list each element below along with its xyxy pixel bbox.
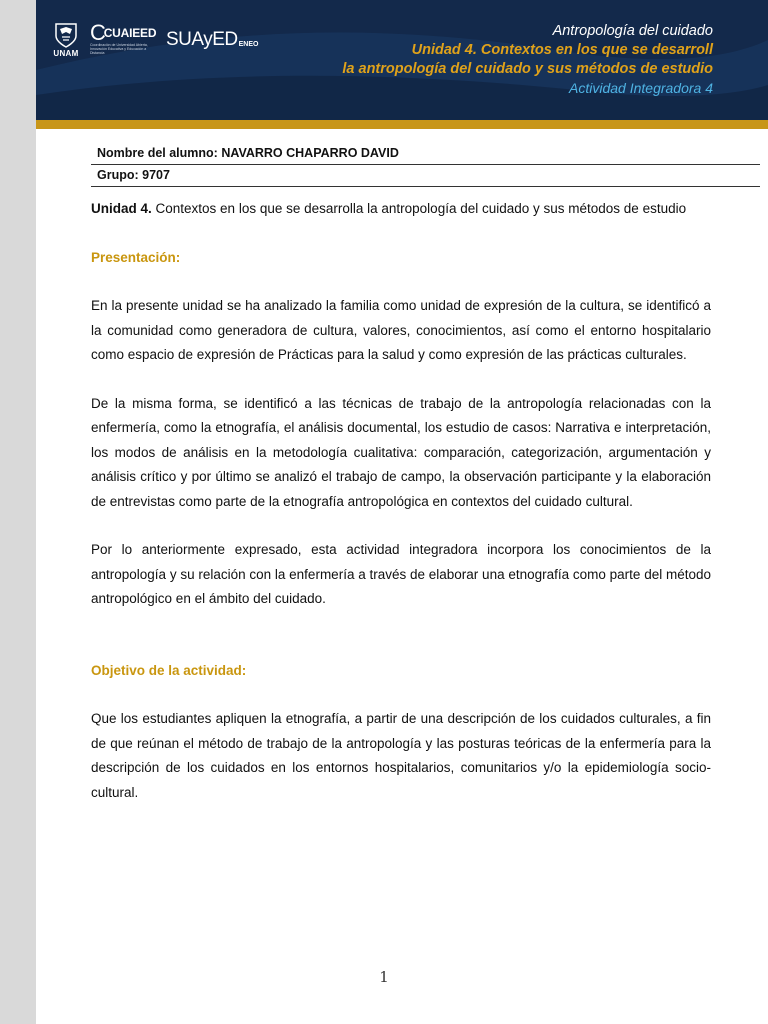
unit-label: Unidad 4. [91, 201, 152, 216]
student-group: Grupo: 9707 [91, 165, 760, 187]
header-logos [52, 18, 258, 62]
document-page [36, 0, 768, 1024]
cuaieed-logo-subtitle: Coordinación de Universidad Abierta, Innovación Educativa y Educación a Distancia [90, 43, 148, 55]
course-title: Antropología del cuidado [552, 23, 713, 39]
unit-description: Contextos en los que se desarrolla la antropología del cuidado y sus métodos de estudio [151, 201, 687, 216]
unam-logo-text: UNAM [53, 49, 79, 58]
unam-logo [52, 22, 80, 58]
cuaieed-logo-text: CUAIEED [103, 26, 157, 40]
unit-heading [91, 197, 711, 222]
unit-title-line-1: Unidad 4. Contextos en los que se desarroll [411, 42, 713, 58]
student-name: Nombre del alumno: NAVARRO CHAPARRO DAVID [91, 143, 760, 165]
presentation-title: Presentación: [91, 249, 181, 265]
objective-title: Objetivo de la actividad: [91, 662, 247, 678]
activity-title: Actividad Integradora 4 [569, 80, 713, 96]
unam-shield-icon [54, 22, 78, 48]
suayed-logo [166, 30, 258, 50]
document-body [91, 197, 711, 805]
header-gold-stripe [36, 120, 768, 129]
objective-paragraph: Que los estudiantes apliquen la etnografía, a partir de una descripción de los cuidados culturales, a fin de que reúnan el método de trabajo de la antropología y las posturas teóricas de la enfermería para la descripción de los cuidados en los entornos hospitalarios, comunitarios y/o la epidemiología socio-cultural. [91, 711, 711, 800]
presentation-paragraph-2: De la misma forma, se identificó a las técnicas de trabajo de la antropología relacionadas con la enfermería, como la etnografía, el análisis documental, los estudio de casos: Narrativa e interpretación, los modos de análisis en la metodología cualitativa: comparación, categorización, argumentación y análisis crítico y por último se analizó el trabajo de campo, la observación participante y la elaboración de entrevistas como parte de la etnografía antropológica en contextos del cuidado cultural. [91, 395, 711, 509]
page-header [36, 0, 768, 120]
cuaieed-c-mark-icon: C [90, 20, 106, 45]
presentation-paragraph-3: Por lo anteriormente expresado, esta actividad integradora incorpora los conocimientos de la antropología y su relación con la enfermería a través de elaborar una etnografía como parte del método antropológico en el ámbito del cuidado. [91, 542, 711, 606]
eneo-logo-text: ENEO [238, 41, 259, 48]
suayed-logo-text: SUAyED [166, 29, 238, 50]
page-number: 1 [379, 968, 389, 986]
student-info [91, 143, 760, 187]
unit-title-line-2: la antropología del cuidado y sus métodos de estudio [342, 61, 713, 77]
cuaieed-logo [90, 20, 157, 55]
header-titles [342, 22, 713, 98]
presentation-paragraph-1: En la presente unidad se ha analizado la familia como unidad de expresión de la cultura, se identificó a la comunidad como generadora de cultura, valores, conocimientos, así como el entorno hospitalario como espacio de expresión de Prácticas para la salud y como expresión de las prácticas culturales. [91, 298, 711, 362]
